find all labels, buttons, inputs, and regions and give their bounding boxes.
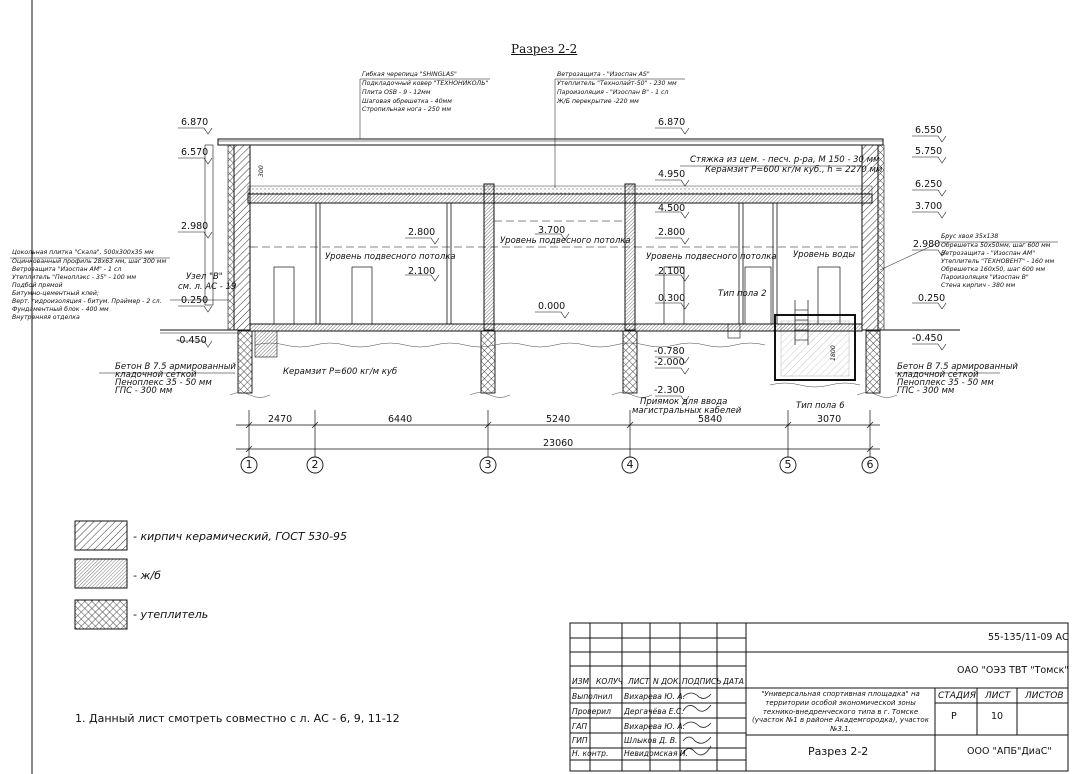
ceiling-level-label: Уровень подвесного потолка — [325, 252, 456, 262]
span-dimension: 5240 — [546, 414, 571, 425]
footing-line: ГПС - 300 мм — [115, 386, 173, 396]
project-name: "Универсальная спортивная площадка" на территории особой экономической зоны технико-внедренческого типа в г. Томске (участок №1 в районе Академгородка), участок №3.1. — [752, 690, 929, 733]
level-mark: 5.750 — [915, 146, 943, 157]
tb-role: Проверил — [572, 707, 611, 716]
sheet-value: 10 — [991, 711, 1004, 722]
callout-wall-line: Утеплитель "ТЕХНОВЕНТ" - 160 мм — [941, 258, 1055, 265]
dimension-300: 300 — [257, 165, 265, 178]
callout-ceiling-line: Пароизоляция - "Изоспан В" - 1 сл — [557, 89, 669, 96]
tb-header: N ДОК. — [653, 677, 681, 686]
pit-label: Приямок для ввода — [640, 397, 728, 407]
tb-header: ПОДПИСЬ — [682, 677, 722, 686]
drawing-code: 55-135/11-09 АС — [988, 632, 1069, 643]
level-mark: 6.550 — [915, 125, 943, 136]
grid-axis-label: 3 — [484, 458, 492, 471]
node-reference: Узел "В" — [186, 272, 223, 282]
drawing-title: Разрез 2-2 — [511, 42, 578, 56]
pit-label: магистральных кабелей — [632, 406, 742, 416]
callout-plinth-line: Подбой прямой — [12, 282, 63, 289]
callout-roof-line: Стропильная нога - 250 мм — [362, 106, 451, 113]
level-mark: 0.250 — [918, 293, 946, 304]
sheet-label: ЛИСТ — [985, 691, 1011, 701]
floor-type-label: Тип пола 2 — [718, 289, 767, 299]
callout-roof-line: Шаговая обрешетка - 40мм — [362, 98, 452, 105]
tb-person: Вихарева Ю. А. — [624, 692, 685, 701]
footing-line: Бетон В 7.5 армированный — [115, 362, 236, 372]
footing-line: ГПС - 300 мм — [897, 386, 955, 396]
footing-line: Пеноплекс 35 - 50 мм — [897, 378, 994, 388]
callout-plinth-line: Цокольная плитка "Скала", 500х300х35 мм — [12, 249, 154, 256]
stage-value: Р — [951, 711, 957, 722]
left-wall — [228, 145, 250, 330]
legend-label: - кирпич керамический, ГОСТ 530-95 — [133, 530, 348, 543]
level-mark: 6.870 — [181, 117, 209, 128]
footing-line: кладочной сеткой — [115, 370, 197, 380]
ceiling-level-label: Уровень подвесного потолка — [646, 252, 777, 262]
general-note: 1. Данный лист смотреть совместно с л. АС - 6, 9, 11-12 — [75, 712, 400, 725]
footing-line: Бетон В 7.5 армированный — [897, 362, 1018, 372]
callout-plinth-line: Ветрозащита "Изоспан АМ" - 1 сл — [12, 266, 122, 273]
callout-wall-line: Стена кирпич - 380 мм — [941, 282, 1016, 289]
level-mark: -2.300 — [654, 385, 685, 396]
legend-swatch-brick — [75, 521, 127, 550]
callout-roof-line: Гибкая черепица "SHINGLAS" — [362, 71, 457, 78]
floor-type-label: Тип пола 6 — [796, 401, 845, 411]
span-dimension: 2470 — [268, 414, 293, 425]
callout-roof-line: Плита OSB - 9 - 12мм — [362, 89, 431, 96]
tb-person: Дергачёва Е.С. — [624, 707, 684, 716]
callout-plinth-line: Утеплитель "Пеноплэкс - 35" - 100 мм — [12, 274, 137, 281]
tb-role: Н. контр. — [572, 749, 609, 758]
level-mark: -2.000 — [654, 357, 685, 368]
level-mark: -0.450 — [176, 335, 207, 346]
level-mark: 2.100 — [658, 266, 686, 277]
roof-insulation — [248, 186, 872, 194]
callout-ceiling-line: Ж/Б перекрытие -220 мм — [557, 98, 639, 105]
tb-role: Выполнил — [572, 692, 613, 701]
legend-swatch-insulation — [75, 600, 127, 629]
footing-line: кладочной сеткой — [897, 370, 979, 380]
level-mark: 0.000 — [538, 301, 566, 312]
pool — [775, 300, 855, 380]
callout-ceiling-line: Утеплитель "Технолайт-50" - 230 мм — [557, 80, 677, 87]
callout-wall-line: Пароизоляция "Изоспан В" — [941, 274, 1029, 281]
sheet-title: Разрез 2-2 — [808, 745, 869, 758]
level-mark: 4.500 — [658, 203, 686, 214]
callout-wall-line: Обрешетка 50х50мм, шаг 600 мм — [941, 242, 1051, 249]
grid-axis-label: 4 — [626, 458, 634, 471]
callout-wall-line: Ветрозащита - "Изоспан АМ" — [941, 250, 1036, 257]
level-mark: 6.870 — [658, 117, 686, 128]
level-mark: 3.700 — [915, 201, 943, 212]
tb-person: Шлыков Д. В. — [624, 736, 678, 745]
level-mark: 6.570 — [181, 147, 209, 158]
level-mark: 2.100 — [408, 266, 436, 277]
tb-header: ДАТА — [723, 677, 744, 686]
grid-axis-label: 2 — [311, 458, 319, 471]
tb-person: Невидомская И. — [624, 749, 688, 758]
callout-plinth-line: Фундаментный блок - 400 мм — [12, 306, 109, 313]
total-dimension: 23060 — [543, 438, 574, 449]
callout-screed: Керамзит Р=600 кг/м куб., h = 2270 мм — [705, 165, 883, 175]
callout-wall-line: Брус хвоя 35х138 — [941, 233, 999, 240]
grid-axis-label: 5 — [784, 458, 792, 471]
tb-header: КОЛУЧ — [596, 677, 623, 686]
legend-swatch-concrete — [75, 559, 127, 588]
level-mark: 2.800 — [658, 227, 686, 238]
span-dimension: 6440 — [388, 414, 413, 425]
callout-wall-line: Обрешетка 160х50, шаг 600 мм — [941, 266, 1046, 273]
callout-plinth-line: Оцинкованный профиль 28х63 мм, шаг 300 мм — [12, 258, 167, 265]
ceiling-slab — [248, 194, 872, 203]
level-mark: 2.980 — [181, 221, 209, 232]
floor-slab — [250, 324, 862, 331]
tb-header: ИЗМ. — [572, 677, 592, 686]
tb-person: Вихарева Ю. А. — [624, 722, 685, 731]
level-mark: 3.700 — [538, 225, 566, 236]
callout-plinth-line: Внутренняя отделка — [12, 314, 80, 321]
water-level-label: Уровень воды — [793, 250, 856, 260]
sheets-label: ЛИСТОВ — [1025, 691, 1064, 701]
signatures — [683, 693, 711, 755]
tb-role: ГИП — [572, 736, 588, 745]
level-mark: 2.800 — [408, 227, 436, 238]
level-mark: -0.780 — [654, 346, 685, 357]
legend-label: - ж/б — [133, 569, 161, 582]
level-mark: 6.250 — [915, 179, 943, 190]
span-dimension: 5840 — [698, 414, 723, 425]
level-mark: 0.250 — [181, 295, 209, 306]
stage-label: СТАДИЯ — [938, 691, 976, 701]
company-name: ООО "АПБ"ДиаС" — [967, 746, 1052, 757]
node-reference: см. л. АС - 19 — [178, 282, 237, 292]
callout-plinth-line: Верт. гидроизоляция - битум. Праймер - 2 сл. — [12, 298, 162, 305]
level-mark: 2.980 — [913, 239, 941, 250]
callout-plinth-line: Битумно-цементный клей; — [12, 290, 99, 297]
grid-axis-label: 6 — [866, 458, 874, 471]
level-mark: 0.300 — [658, 293, 686, 304]
callout-roof-line: Подкладочный ковер "ТЕХНОНИКОЛЬ" — [362, 80, 489, 87]
tb-role: ГАП — [572, 722, 588, 731]
dimension-1800: 1800 — [829, 345, 837, 361]
tb-header: ЛИСТ — [628, 677, 650, 686]
level-mark: -0.450 — [912, 333, 943, 344]
callout-screed: Стяжка из цем. - песч. р-ра, М 150 - 30 мм — [690, 155, 880, 165]
keramzit-label: Керамзит Р=600 кг/м куб — [283, 367, 398, 377]
callout-ceiling-line: Ветрозащита - "Изоспан AS" — [557, 71, 650, 78]
client-name: ОАО "ОЭЗ ТВТ "Томск" — [957, 665, 1069, 676]
footing-line: Пеноплекс 35 - 50 мм — [115, 378, 212, 388]
ceiling-level-label: Уровень подвесного потолка — [500, 236, 631, 246]
level-mark: 4.950 — [658, 169, 686, 180]
grid-axis-label: 1 — [245, 458, 253, 471]
legend-label: - утеплитель — [133, 608, 209, 621]
span-dimension: 3070 — [817, 414, 842, 425]
